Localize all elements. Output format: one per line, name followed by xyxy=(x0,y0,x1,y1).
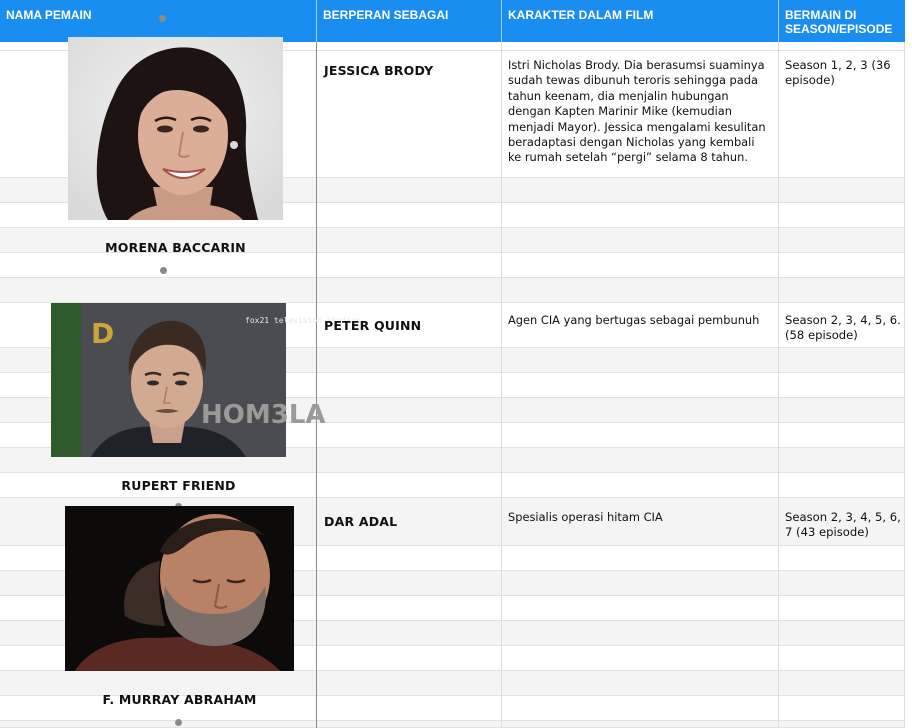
svg-text:HOM3LA: HOM3LA xyxy=(201,400,326,430)
portrait-image xyxy=(68,37,283,220)
season-episode: Season 1, 2, 3 (36 episode) xyxy=(785,58,891,88)
actor-photo-morena-baccarin[interactable] xyxy=(68,37,283,220)
season-episode: Season 2, 3, 4, 5, 6, 7 (43 episode) xyxy=(785,510,901,540)
role-name: DAR ADAL xyxy=(324,514,398,529)
header-season-episode[interactable] xyxy=(779,0,905,42)
actor-name: MORENA BACCARIN xyxy=(105,240,246,255)
header-divider xyxy=(778,0,779,42)
column-divider xyxy=(316,42,317,728)
season-episode: Season 2, 3, 4, 5, 6. (58 episode) xyxy=(785,313,901,343)
header-divider xyxy=(501,0,502,42)
character-description: Spesialis operasi hitam CIA xyxy=(508,510,663,524)
header-label: NAMA PEMAIN xyxy=(6,8,92,22)
header-handle-dot[interactable] xyxy=(159,15,166,22)
table-row[interactable] xyxy=(0,253,904,278)
header-label: BERMAIN DI SEASON/EPISODE xyxy=(785,8,893,36)
actor-photo-rupert-friend[interactable] xyxy=(51,303,366,457)
header-nama-pemain[interactable] xyxy=(0,0,316,42)
character-description: Agen CIA yang bertugas sebagai pembunuh xyxy=(508,313,760,327)
header-label: KARAKTER DALAM FILM xyxy=(508,8,654,22)
header-divider xyxy=(316,0,317,42)
column-divider xyxy=(778,42,779,728)
column-divider xyxy=(904,42,905,728)
actor-photo-f-murray-abraham[interactable] xyxy=(65,506,294,671)
column-divider xyxy=(501,42,502,728)
role-name: JESSICA BRODY xyxy=(324,63,434,78)
table-row[interactable] xyxy=(0,278,904,303)
backdrop-text: fox21 television studios. xyxy=(245,316,366,325)
actor-name: F. MURRAY ABRAHAM xyxy=(102,692,257,707)
row-handle-dot[interactable] xyxy=(175,719,182,726)
header-berperan-sebagai[interactable] xyxy=(317,0,501,42)
role-name: PETER QUINN xyxy=(324,318,422,333)
portrait-image xyxy=(51,303,366,457)
header-label: BERPERAN SEBAGAI xyxy=(323,8,449,22)
svg-text:D: D xyxy=(91,317,115,350)
actor-name: RUPERT FRIEND xyxy=(121,478,236,493)
character-description: Istri Nicholas Brody. Dia berasumsi suaminya sudah tewas dibunuh teroris sehingga pada tahun keenam, dia menjalin hubungan dengan Kapten Marinir Mike (kemudian menjadi Mayor). Jessica mengalami kesulitan beradaptasi dengan Nicholas yang kembali ke rumah setelah “pergi” selama 8 tahun. xyxy=(508,58,766,165)
row-handle-dot[interactable] xyxy=(160,267,167,274)
header-karakter[interactable] xyxy=(502,0,778,42)
portrait-image xyxy=(65,506,294,671)
table-row[interactable] xyxy=(0,721,904,728)
